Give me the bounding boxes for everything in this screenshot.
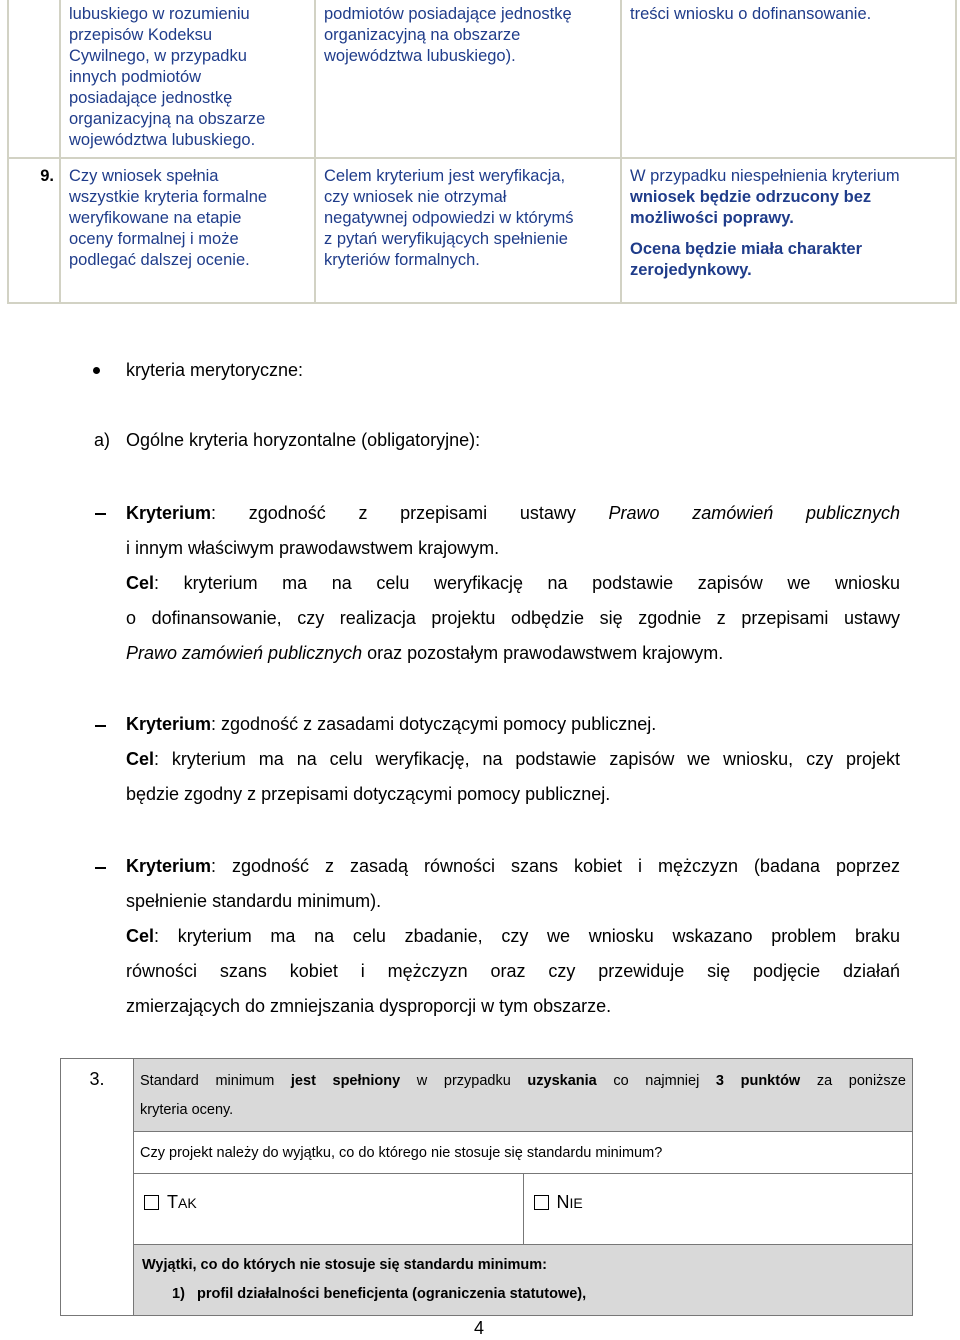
- table-row: [61, 1245, 913, 1316]
- goal-line: Cel: kryterium ma na celu zbadanie, czy we wniosku wskazano problem braku: [126, 926, 900, 946]
- no-option[interactable]: NIE: [523, 1174, 913, 1245]
- dash-bullet-icon: [95, 725, 106, 727]
- criterion-name-cell: lubuskiego w rozumieniu przepisów Kodeksu Cywilnego, w przypadku innych podmiotów posiadające jednostkę organizacyjną na obszarze województwa lubuskiego.: [60, 0, 315, 158]
- section-label: a): [94, 430, 111, 450]
- criterion-line: Kryterium: zgodność z zasadami dotyczącymi pomocy publicznej.: [126, 714, 657, 734]
- list-item: 1) profil działalności beneficjenta (ograniczenia statutowe),: [172, 1286, 587, 1302]
- exceptions-list: Wyjątki, co do których nie stosuje się standardu minimum: 1) profil działalności beneficjenta (ograniczenia statutowe),: [134, 1245, 913, 1316]
- exception-question: Czy projekt należy do wyjątku, co do którego nie stosuje się standardu minimum?: [134, 1132, 913, 1174]
- row-number-cell: 9.: [8, 158, 60, 303]
- checkbox-no[interactable]: [534, 1195, 549, 1210]
- criterion-name-cell: Czy wniosek spełnia wszystkie kryteria formalne weryfikowane na etapie oceny formalnej i może podlegać dalszej ocenie.: [60, 158, 315, 303]
- section-heading-merit: kryteria merytoryczne:: [126, 360, 304, 380]
- criterion-evaluation-cell: treści wniosku o dofinansowanie.: [621, 0, 956, 158]
- table-row: [8, 0, 956, 158]
- criterion-item: Kryterium: zgodność z przepisami ustawy Prawo zamówień publicznych i innym właściwym prawodawstwem krajowym. Cel: kryterium ma na celu weryfikację na podstawie zapisów we wniosku o dofinansowanie, czy realizacja projektu odbędzie się zgodnie z przepisami ustawy Prawo zamówień publicznych oraz pozostałym prawodawstwem krajowym.: [126, 496, 900, 671]
- criterion-line: Kryterium: zgodność z zasadą równości szans kobiet i mężczyzn (badana poprzez: [126, 856, 900, 876]
- criterion-item: Kryterium: zgodność z zasadami dotyczącymi pomocy publicznej. Cel: kryterium ma na celu weryfikację, na podstawie zapisów we wniosku, czy projekt będzie zgodny z przepisami dotyczącymi pomocy publicznej.: [126, 707, 900, 812]
- standard-number: 3.: [61, 1059, 134, 1316]
- criterion-evaluation-cell: W przypadku niespełnienia kryterium wniosek będzie odrzucony bez możliwości poprawy. Ocena będzie miała charakter zerojedynkowy.: [621, 158, 956, 303]
- criterion-item: Kryterium: zgodność z zasadą równości szans kobiet i mężczyzn (badana poprzez spełnienie standardu minimum). Cel: kryterium ma na celu zbadanie, czy we wniosku wskazano problem braku równości szans kobiet i mężczyzn oraz czy przewiduje się podjęcie działań zmierzających do zmniejszania dysproporcji w tym obszarze.: [126, 849, 900, 1024]
- criterion-description-cell: podmiotów posiadające jednostkę organizacyjną na obszarze województwa lubuskiego).: [315, 0, 621, 158]
- criteria-table: [7, 0, 957, 304]
- checkbox-yes[interactable]: [144, 1195, 159, 1210]
- dash-bullet-icon: [95, 513, 106, 515]
- page-number: 4: [474, 1318, 485, 1338]
- row-number-cell: [8, 0, 60, 158]
- table-row: [61, 1132, 913, 1174]
- yes-option[interactable]: TAK: [134, 1174, 524, 1245]
- standard-minimum-table: [60, 1058, 913, 1316]
- standard-description: Standard minimum jest spełniony w przypadku uzyskania co najmniej 3 punktów za poniższe kryteria oceny.: [134, 1059, 913, 1132]
- bullet-icon: [93, 367, 100, 374]
- table-row: [8, 158, 956, 303]
- table-row: [61, 1059, 913, 1132]
- criterion-description-cell: Celem kryterium jest weryfikacja, czy wniosek nie otrzymał negatywnej odpowiedzi w którymś z pytań weryfikujących spełnienie kryteriów formalnych.: [315, 158, 621, 303]
- section-title: Ogólne kryteria horyzontalne (obligatoryjne):: [126, 430, 481, 450]
- table-row: [61, 1174, 913, 1245]
- criterion-line: Kryterium: zgodność z przepisami ustawy Prawo zamówień publicznych: [126, 503, 900, 523]
- dash-bullet-icon: [95, 867, 106, 869]
- goal-line: Cel: kryterium ma na celu weryfikację na podstawie zapisów we wniosku: [126, 573, 900, 593]
- goal-line: Cel: kryterium ma na celu weryfikację, na podstawie zapisów we wniosku, czy projekt: [126, 749, 900, 769]
